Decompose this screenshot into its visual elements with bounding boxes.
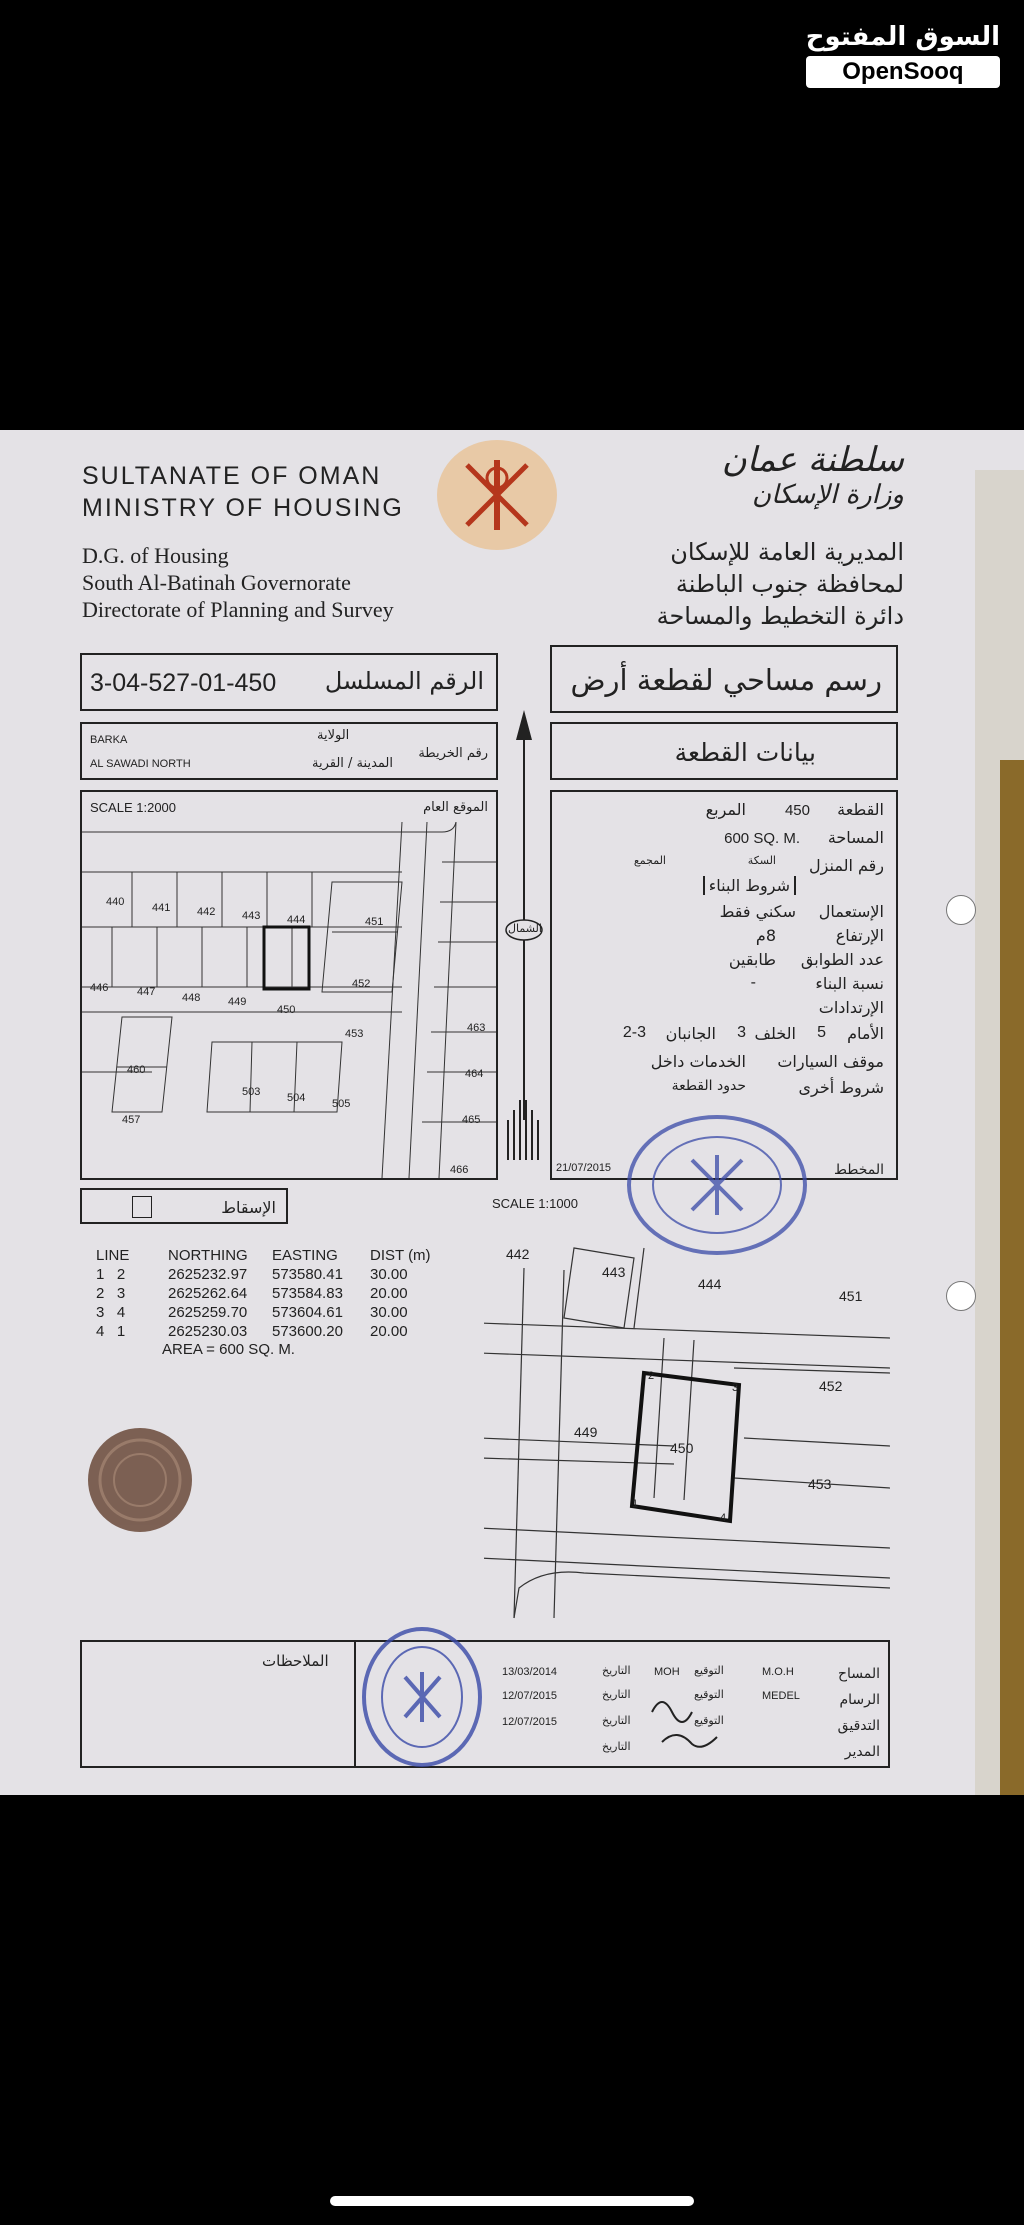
- col-line: LINE: [96, 1247, 130, 1264]
- floors-label: عدد الطوابق: [800, 950, 884, 969]
- gm-parcel: 442: [197, 906, 216, 918]
- line-to: 4: [116, 1304, 126, 1321]
- date-value: 13/03/2014: [502, 1666, 558, 1678]
- general-site-map: [80, 790, 498, 1180]
- dm-parcel: 453: [808, 1476, 832, 1492]
- area-value: 600 SQ. M.: [724, 830, 800, 847]
- floors-value: طابقين: [728, 950, 776, 969]
- gm-parcel: 463: [467, 1022, 486, 1034]
- dm-parcel: 442: [506, 1246, 530, 1262]
- area-total: AREA = 600 SQ. M.: [162, 1341, 295, 1358]
- projection-box: [80, 1188, 288, 1224]
- planner-label: المخطط: [833, 1162, 884, 1178]
- general-map-title: الموقع العام: [423, 800, 488, 815]
- projection-label: الإسقاط: [221, 1198, 276, 1217]
- height-label: الإرتفاع: [835, 926, 884, 945]
- ratio-label: نسبة البناء: [815, 974, 884, 993]
- dm-corner: 1: [632, 1498, 639, 1510]
- village-value: AL SAWADI NORTH: [90, 758, 191, 770]
- document-title-box: [550, 645, 898, 713]
- line-from: 3: [96, 1304, 105, 1321]
- line-from: 2: [96, 1285, 105, 1302]
- village-label: المدينة / القرية: [312, 756, 393, 771]
- dm-parcel: 449: [574, 1424, 598, 1440]
- gm-parcel: 452: [352, 978, 371, 990]
- planner-date: 21/07/2015: [556, 1162, 612, 1174]
- easting: 573604.61: [272, 1304, 343, 1321]
- watermark-latin: OpenSooq: [806, 56, 1000, 88]
- header-en-line1: SULTANATE OF OMAN: [82, 462, 382, 490]
- notes-label: الملاحظات: [262, 1652, 329, 1670]
- dm-parcel: 452: [819, 1378, 843, 1394]
- northing: 2625259.70: [168, 1304, 248, 1321]
- plot-data-title: بيانات القطعة: [674, 738, 816, 767]
- coords-header-row: [90, 1246, 437, 1265]
- parking-value: الخدمات داخل: [650, 1052, 746, 1071]
- header-ar-sub1: المديرية العامة للإسكان: [670, 538, 904, 566]
- distance: 20.00: [370, 1285, 408, 1302]
- opensooq-watermark: [806, 22, 1000, 88]
- conditions-title: شروط البناء: [703, 876, 796, 895]
- oman-emblem: [437, 440, 557, 550]
- distance: 20.00: [370, 1323, 408, 1340]
- front-value: 5: [817, 1024, 826, 1041]
- line-from: 4: [96, 1323, 105, 1340]
- sides-value: 2-3: [622, 1024, 646, 1041]
- dm-corner: 2: [648, 1370, 655, 1382]
- coords-row: [90, 1303, 437, 1322]
- gm-parcel: 504: [287, 1092, 306, 1104]
- gm-parcel: 460: [127, 1064, 146, 1076]
- dm-parcel: 444: [698, 1276, 722, 1292]
- serial-box: [80, 653, 498, 711]
- northing: 2625232.97: [168, 1266, 248, 1283]
- dm-parcel: 443: [602, 1264, 626, 1280]
- wilayat-value: BARKA: [90, 734, 128, 746]
- coordinates-table: [90, 1246, 437, 1358]
- northing: 2625230.03: [168, 1323, 248, 1340]
- footer-divider: [354, 1642, 356, 1766]
- date-label: التاريخ: [602, 1714, 631, 1727]
- complex-label: المجمع: [633, 854, 666, 867]
- gm-parcel: 451: [365, 916, 384, 928]
- general-map-scale: SCALE 1:2000: [90, 800, 177, 815]
- line-to: 3: [116, 1285, 126, 1302]
- signature-table: [80, 1640, 890, 1768]
- coords-row: [90, 1322, 437, 1341]
- detail-map-scale: SCALE 1:1000: [492, 1196, 579, 1211]
- sig-extra: MOH: [654, 1666, 680, 1678]
- dm-corner: 3: [732, 1382, 739, 1394]
- plot-value: 450: [784, 802, 810, 819]
- north-arrow: [498, 700, 550, 1180]
- line-to: 1: [116, 1323, 126, 1340]
- coords-row: [90, 1265, 437, 1284]
- wooden-surface: [1000, 760, 1024, 1795]
- sig-label: التوقيع: [694, 1714, 724, 1727]
- gm-parcel: 503: [242, 1086, 261, 1098]
- header-ar-ministry: وزارة الإسكان: [752, 480, 904, 510]
- date-label: التاريخ: [602, 1740, 631, 1753]
- height-value: 8م: [755, 926, 776, 945]
- header-en-sub3: Directorate of Planning and Survey: [82, 597, 394, 622]
- setbacks-label: الإرتدادات: [818, 998, 884, 1017]
- watermark-arabic: السوق المفتوح: [805, 22, 1000, 52]
- header-ar-handwritten: سلطنة عمان: [721, 440, 904, 480]
- serial-label: الرقم المسلسل: [324, 667, 484, 695]
- easting: 573584.83: [272, 1285, 343, 1302]
- header-en-sub2: South Al-Batinah Governorate: [82, 570, 351, 595]
- gm-parcel: 444: [287, 914, 306, 926]
- front-label: الأمام: [847, 1024, 884, 1043]
- role-director: المدير: [844, 1744, 880, 1760]
- dm-corner: 4: [720, 1512, 727, 1524]
- col-northing: NORTHING: [168, 1247, 248, 1264]
- header-en-sub1: D.G. of Housing: [82, 543, 229, 568]
- gm-parcel: 448: [182, 992, 201, 1004]
- gm-parcel: 464: [465, 1068, 484, 1080]
- date-label: التاريخ: [602, 1688, 631, 1701]
- use-label: الإستعمال: [818, 902, 884, 921]
- gm-parcel-450: 450: [277, 1004, 296, 1016]
- parking-label: موقف السيارات: [777, 1052, 884, 1071]
- header-ar-sub2: لمحافظة جنوب الباطنة: [675, 570, 904, 598]
- ratio-value: -: [750, 974, 756, 991]
- sig-label: التوقيع: [694, 1664, 724, 1677]
- back-label: الخلف: [754, 1024, 796, 1043]
- official-stamp-top: [622, 1110, 812, 1260]
- date-label: التاريخ: [602, 1664, 631, 1677]
- sig-value: M.O.H: [762, 1666, 794, 1678]
- date-value: 12/07/2015: [502, 1716, 558, 1728]
- north-label: الشمال: [508, 922, 542, 935]
- easting: 573600.20: [272, 1323, 343, 1340]
- northing: 2625262.64: [168, 1285, 248, 1302]
- punch-hole-bottom: [946, 1281, 976, 1311]
- gm-parcel: 441: [152, 902, 171, 914]
- role-surveyor: المساح: [837, 1666, 880, 1682]
- house-label: رقم المنزل: [809, 856, 884, 875]
- gm-parcel: 449: [228, 996, 247, 1008]
- embossed-seal: [88, 1428, 192, 1532]
- sig-label: التوقيع: [694, 1688, 724, 1701]
- gm-parcel: 465: [462, 1114, 481, 1126]
- gm-parcel: 466: [450, 1164, 469, 1176]
- handwritten-signatures: [642, 1682, 732, 1762]
- dm-parcel: 451: [839, 1288, 863, 1304]
- official-stamp-bottom: [360, 1622, 485, 1772]
- street-label: السكة: [747, 854, 776, 867]
- gm-parcel: 453: [345, 1028, 364, 1040]
- distance: 30.00: [370, 1266, 408, 1283]
- role-checker: التدقيق: [837, 1718, 880, 1734]
- distance: 30.00: [370, 1304, 408, 1321]
- gm-parcel: 447: [137, 986, 156, 998]
- role-drafter: الرسام: [839, 1692, 880, 1708]
- document-title: رسم مساحي لقطعة أرض: [570, 663, 882, 697]
- col-easting: EASTING: [272, 1247, 338, 1264]
- date-value: 12/07/2015: [502, 1690, 558, 1702]
- gm-parcel: 440: [106, 896, 125, 908]
- gm-parcel: 443: [242, 910, 261, 922]
- other-conditions-label: شروط أخرى: [798, 1078, 884, 1097]
- back-value: 3: [737, 1024, 746, 1041]
- line-from: 1: [96, 1266, 105, 1283]
- use-value: سكني فقط: [719, 902, 796, 921]
- dm-parcel-450: 450: [670, 1440, 694, 1456]
- plot-data-title-box: [550, 722, 898, 780]
- plot-label: القطعة: [837, 800, 884, 819]
- map-number-label: رقم الخريطة: [418, 746, 488, 761]
- col-dist: DIST (m): [370, 1247, 431, 1264]
- wilayat-label: الولاية: [317, 728, 350, 743]
- other-conditions-value: حدود القطعة: [671, 1078, 746, 1094]
- block-label: المربع: [705, 800, 746, 819]
- location-box: [80, 722, 498, 780]
- sig-value: MEDEL: [762, 1690, 800, 1702]
- area-label: المساحة: [827, 828, 884, 847]
- coords-row: [90, 1284, 437, 1303]
- header-en-line2: MINISTRY OF HOUSING: [82, 494, 404, 522]
- projection-icon: [132, 1196, 152, 1218]
- gm-parcel: 457: [122, 1114, 141, 1126]
- header-ar-sub3: دائرة التخطيط والمساحة: [656, 602, 904, 630]
- home-indicator[interactable]: [330, 2196, 694, 2206]
- easting: 573580.41: [272, 1266, 343, 1283]
- sides-label: الجانبان: [665, 1024, 716, 1043]
- gm-parcel: 505: [332, 1098, 351, 1110]
- gm-parcel: 446: [90, 982, 109, 994]
- serial-value: 3-04-527-01-450: [90, 669, 277, 697]
- punch-hole-top: [946, 895, 976, 925]
- line-to: 2: [116, 1266, 126, 1283]
